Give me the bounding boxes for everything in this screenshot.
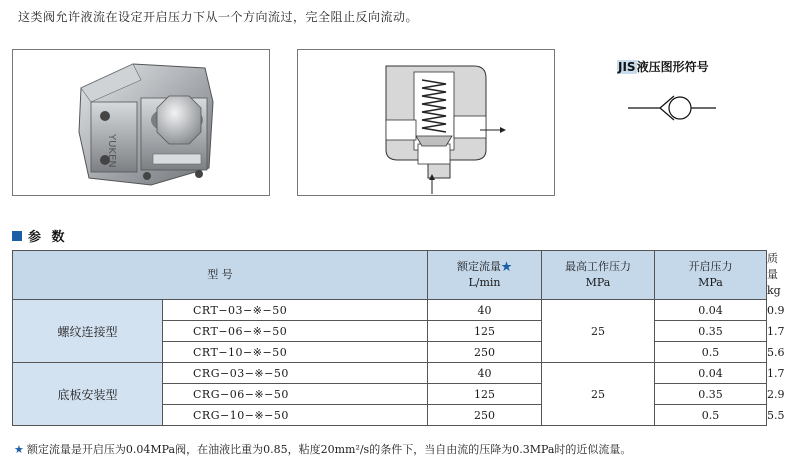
max-pressure-value: 25: [542, 363, 655, 426]
jis-title-text: 液压图形符号: [636, 60, 709, 74]
valve-cross-section: [298, 50, 554, 195]
crack-value: 0.35: [655, 384, 767, 405]
model-code: CRG−10−※−50: [163, 405, 428, 426]
jis-label: JIS: [618, 60, 636, 74]
model-code: CRT−06−※−50: [163, 321, 428, 342]
crack-value: 0.5: [655, 342, 767, 363]
crack-value: 0.04: [655, 300, 767, 321]
footnote-text: 额定流量是开启压为0.04MPa阀，在油液比重为0.85，粘度20mm²/s的条件下，当自由流的压降为0.3MPa时的近似流量。: [26, 443, 632, 456]
table-header-row: [13, 251, 767, 300]
header-crack-unit: MPa: [698, 276, 723, 289]
crack-value: 0.04: [655, 363, 767, 384]
model-code: CRG−06−※−50: [163, 384, 428, 405]
header-flow-label: 额定流量: [457, 260, 501, 273]
crack-value: 0.5: [655, 405, 767, 426]
parameters-heading: [12, 226, 68, 245]
model-code: CRG−03−※−50: [163, 363, 428, 384]
check-valve-symbol: [626, 88, 718, 128]
table-row: CRG−10−※−50 250 0.5 5.5: [13, 405, 767, 426]
spec-table: [12, 250, 785, 426]
header-pressure-label: 最高工作压力: [565, 260, 631, 273]
max-pressure-value: 25: [542, 300, 655, 363]
header-pressure: [542, 251, 655, 300]
footnote-star-icon: ★: [14, 443, 24, 456]
table-row: CRT−06−※−50 125 0.35 1.7: [13, 321, 767, 342]
flow-value: 40: [428, 300, 542, 321]
flow-value: 125: [428, 321, 542, 342]
intro-text: 这类阀允许液流在设定开启压力下从一个方向流过，完全阻止反向流动。: [18, 10, 419, 24]
product-photo-frame: [12, 49, 270, 196]
table-row: 螺纹连接型 CRT−03−※−50 40 25 0.04 0.9: [13, 300, 767, 321]
cross-section-frame: [297, 49, 555, 196]
header-pressure-unit: MPa: [585, 276, 611, 289]
model-code: CRT−03−※−50: [163, 300, 428, 321]
valve-photo: [13, 50, 269, 195]
header-flow-star-icon: ★: [501, 260, 512, 273]
header-crack: [655, 251, 767, 300]
group-label-threaded: 螺纹连接型: [13, 300, 163, 363]
flow-value: 250: [428, 405, 542, 426]
header-flow-unit: L/min: [468, 276, 501, 289]
header-crack-label: 开启压力: [688, 260, 733, 273]
header-mass-unit: kg: [767, 284, 781, 297]
svg-text:YUKEN: YUKEN: [106, 134, 117, 168]
header-model: 型 号: [13, 251, 428, 300]
header-mass-label: 质 量: [767, 252, 778, 281]
parameters-heading-text: 参 数: [28, 230, 68, 245]
flow-value: 40: [428, 363, 542, 384]
table-row: 底板安装型 CRG−03−※−50 40 25 0.04 1.7: [13, 363, 767, 384]
crack-value: 0.35: [655, 321, 767, 342]
flow-value: 250: [428, 342, 542, 363]
flow-value: 125: [428, 384, 542, 405]
header-flow: [428, 251, 542, 300]
model-code: CRT−10−※−50: [163, 342, 428, 363]
footnote: [14, 441, 631, 457]
group-label-subplate: 底板安装型: [13, 363, 163, 426]
table-row: CRT−10−※−50 250 0.5 5.6: [13, 342, 767, 363]
heading-square-icon: [12, 231, 22, 241]
table-row: CRG−06−※−50 125 0.35 2.9: [13, 384, 767, 405]
jis-symbol-title: [617, 58, 709, 75]
